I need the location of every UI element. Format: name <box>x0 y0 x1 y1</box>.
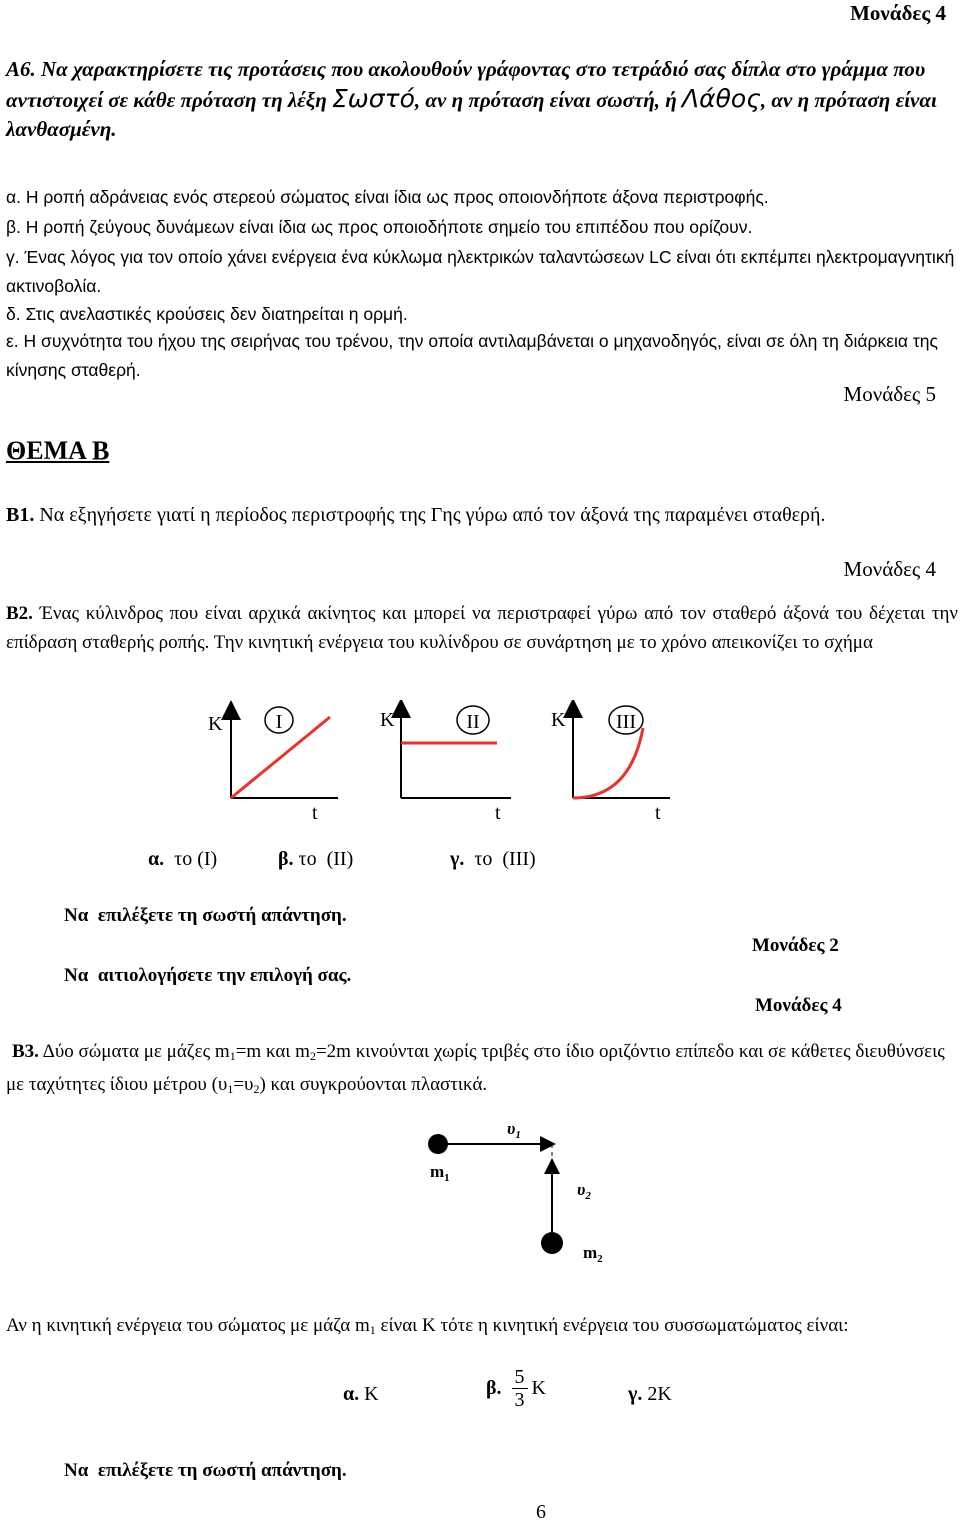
b2-justify: Να αιτιολογήσετε την επιλογή σας. <box>64 965 352 986</box>
word-wrong: Λάθος <box>682 84 761 113</box>
b3-option-a: α. Κ <box>343 1383 379 1405</box>
b2-marks-choose: Μονάδες 2 <box>752 935 839 956</box>
fraction: 5 3 <box>512 1366 528 1411</box>
a6-item-epsilon: ε. Η συχνότητα του ήχου της σειρήνας του τρένου, την οποία αντιλαμβάνεται ο μηχανοδηγός, είναι σε όλη τη διάρκεια της κίνησης σταθερή. <box>6 331 938 380</box>
a6-item-gamma: γ. Ένας λόγος για τον οποίο χάνει ενέργεια ένα κύκλωμα ηλεκτρικών ταλαντώσεων LC είναι ότι εκπέμπει ηλεκτρομαγνητική ακτινοβολία. <box>6 247 955 296</box>
mass-m1 <box>428 1134 448 1154</box>
graph-iii-curve <box>573 728 643 798</box>
graph-i-ylabel: K <box>208 713 223 735</box>
b2-label: Β2. <box>6 603 33 624</box>
graph-iii <box>551 706 670 824</box>
a6-instructions: Α6. Να χαρακτηρίσετε τις προτάσεις που ακολουθούν γράφοντας στο τετράδιό σας δίπλα στο γράμμα που αντιστοιχεί σε κάθε πρόταση τη λέξη Σωστό, αν η πρόταση είναι σωστή, ή Λάθος, αν η πρόταση είναι λανθασμένη. <box>6 57 937 141</box>
a6-item-beta: β. Η ροπή ζεύγους δυνάμεων είναι ίδια ως προς οποιοδήποτε σημείο του επιπέδου που ορίζουν. <box>6 217 753 237</box>
b1-label: Β1. <box>6 504 35 526</box>
graph-ii-id: II <box>466 711 480 733</box>
graph-iii-ylabel: K <box>551 709 566 731</box>
label-m1: $m_1$ <box>430 1162 450 1184</box>
graph-i-id: I <box>275 711 283 733</box>
word-correct: Σωστό <box>331 84 415 113</box>
b2-choose: Να επιλέξετε τη σωστή απάντηση. <box>64 905 347 926</box>
graph-i <box>208 707 338 824</box>
b3-subquestion: Αν η κινητική ενέργεια του σώματος με μάζα $m_1$ είναι Κ τότε η κινητική ενέργεια του συσσωματώματος είναι: <box>6 1315 849 1337</box>
label-v1: $\upsilon_1$ <box>507 1119 521 1141</box>
b1-marks: Μονάδες 4 <box>843 557 936 581</box>
page-number: 6 <box>536 1501 546 1523</box>
b2-graphs <box>0 700 960 830</box>
label-v2: $\upsilon_2$ <box>577 1180 591 1202</box>
graph-ii-ylabel: K <box>380 709 395 731</box>
b3-option-b: β. 5 3 K <box>486 1366 546 1411</box>
b3-figure <box>380 1110 620 1280</box>
label-m2: $m_2$ <box>583 1243 603 1265</box>
a6-item-delta: δ. Στις ανελαστικές κρούσεις δεν διατηρείται η ορμή. <box>6 304 408 324</box>
a6-item-alpha: α. Η ροπή αδράνειας ενός στερεού σώματος είναι ίδια ως προς οποιονδήποτε άξονα περιστροφής. <box>6 187 769 207</box>
b1-question: Β1. Να εξηγήσετε γιατί η περίοδος περιστροφής της Γης γύρω από τον άξονά της παραμένει σταθερή. <box>6 504 826 526</box>
b3-label: Β3. <box>12 1041 39 1062</box>
graph-i-xlabel: t <box>312 802 318 824</box>
b2-option-c: γ. το (ΙΙΙ) <box>450 848 536 870</box>
b2-question: Β2. Ένας κύλινδρος που είναι αρχικά ακίνητος και μπορεί να περιστραφεί γύρω από τον σταθερό άξονά του δέχεται την επίδραση σταθερής ροπής. Την κινητική ενέργεια του κυλίνδρου σε συνάρτηση με το χρόνο απεικονίζει το σχήμα <box>6 603 958 653</box>
graph-ii-xlabel: t <box>495 802 501 824</box>
b3-choose: Να επιλέξετε τη σωστή απάντηση. <box>64 1460 347 1481</box>
a6-marks: Μονάδες 5 <box>843 382 936 406</box>
graph-ii <box>380 706 511 824</box>
b3-option-c: γ. 2Κ <box>628 1383 672 1405</box>
theme-b-title: ΘΕΜΑ Β <box>6 436 110 465</box>
mass-m2 <box>541 1232 563 1254</box>
graph-iii-id: III <box>616 711 636 733</box>
b2-option-b: β. το (ΙΙ) <box>278 848 354 870</box>
a6-label: Α6. <box>6 57 36 81</box>
graph-iii-xlabel: t <box>655 802 661 824</box>
b3-question: Β3. Δύο σώματα με μάζες $m_1=m$ και $m_2=2m$ κινούνται χωρίς τριβές στο ίδιο οριζόντιο επίπεδο και σε κάθετες διευθύνσεις με ταχύτητες ίδιου μέτρου $(\upsilon_1=\upsilon_2)$ και συγκρούονται πλαστικά. <box>6 1041 945 1096</box>
marks-top: Μονάδες 4 <box>850 1 946 25</box>
b2-option-a: α. το (Ι) <box>148 848 218 870</box>
b2-marks-justify: Μονάδες 4 <box>755 995 842 1016</box>
